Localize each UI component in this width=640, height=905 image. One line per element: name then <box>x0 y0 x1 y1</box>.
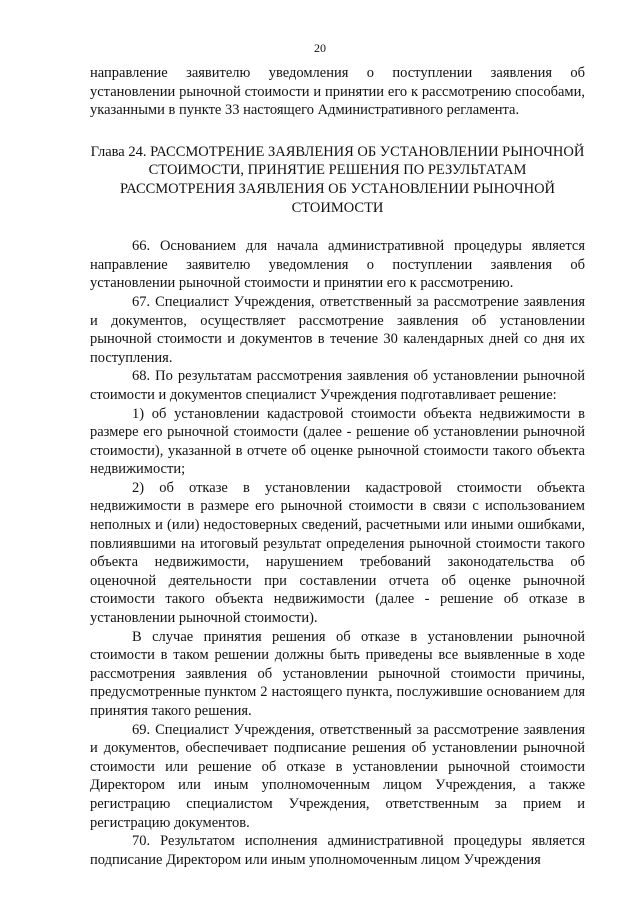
page-number: 20 <box>314 41 326 55</box>
paragraph-70: 70. Результатом исполнения административной процедуры является подписание Директором или иным уполномоченным лицом Учреждения <box>90 833 585 868</box>
paragraph-69: 69. Специалист Учреждения, ответственный за рассмотрение заявления и документов, обеспечивает подписание решения об установлении рыночной стоимости или решение об отказе в установлении рыночной стоимости Директором или иным уполномоченным лицом Учреждения, а также регистрацию специалистом Учреждения, ответственным за прием и регистрацию документов. <box>90 721 585 831</box>
paragraph-68-item-2: 2) об отказе в установлении кадастровой стоимости объекта недвижимости в размере его рыночной стоимости в связи с использованием неполных и (или) недостоверных сведений, расчетными или иными ошибками, повлиявшими на итоговый результат определения рыночной стоимости такого объекта недвижимости, нарушением требований законодательства об оценочной деятельности при составлении отчета об оценке рыночной стоимости такого объекта недвижимости (далее - решение об отказе в установлении рыночной стоимости). <box>90 479 585 627</box>
intro-paragraph: направление заявителю уведомления о поступлении заявления об установлении рыночной стоимости и принятии его к рассмотрению способами, указанными в пункте 33 настоящего Административного регламента. <box>90 65 585 119</box>
paragraph-68-item-1: 1) об установлении кадастровой стоимости объекта недвижимости в размере его рыночной стоимости (далее - решение об установлении рыночной стоимости), указанной в отчете об оценке рыночной стоимости такого объекта недвижимости; <box>90 405 585 478</box>
chapter-heading: Глава 24. РАССМОТРЕНИЕ ЗАЯВЛЕНИЯ ОБ УСТАНОВЛЕНИИ РЫНОЧНОЙ СТОИМОСТИ, ПРИНЯТИЕ РЕШЕНИЯ ПО РЕЗУЛЬТАТАМ РАССМОТРЕНИЯ ЗАЯВЛЕНИЯ ОБ УСТАНОВЛЕНИИ РЫНОЧНОЙ СТОИМОСТИ <box>90 143 585 216</box>
paragraph-66: 66. Основанием для начала административной процедуры является направление заявителю уведомления о поступлении заявления об установлении рыночной стоимости и принятии его к рассмотрению. <box>90 238 585 292</box>
paragraph-67: 67. Специалист Учреждения, ответственный за рассмотрение заявления и документов, осуществляет рассмотрение заявления об установлении рыночной стоимости и документов в течение 30 календарных дней со дня их поступления. <box>90 293 585 366</box>
paragraph-refusal-note: В случае принятия решения об отказе в установлении рыночной стоимости в таком решении должны быть приведены все выявленные в ходе рассмотрения заявления об установлении рыночной стоимости причины, предусмотренные пунктом 2 настоящего пункта, послужившие основанием для принятия такого решения. <box>90 628 585 719</box>
page-content <box>90 64 585 869</box>
paragraph-68: 68. По результатам рассмотрения заявления об установлении рыночной стоимости и документов специалист Учреждения подготавливает решение: <box>90 368 585 403</box>
